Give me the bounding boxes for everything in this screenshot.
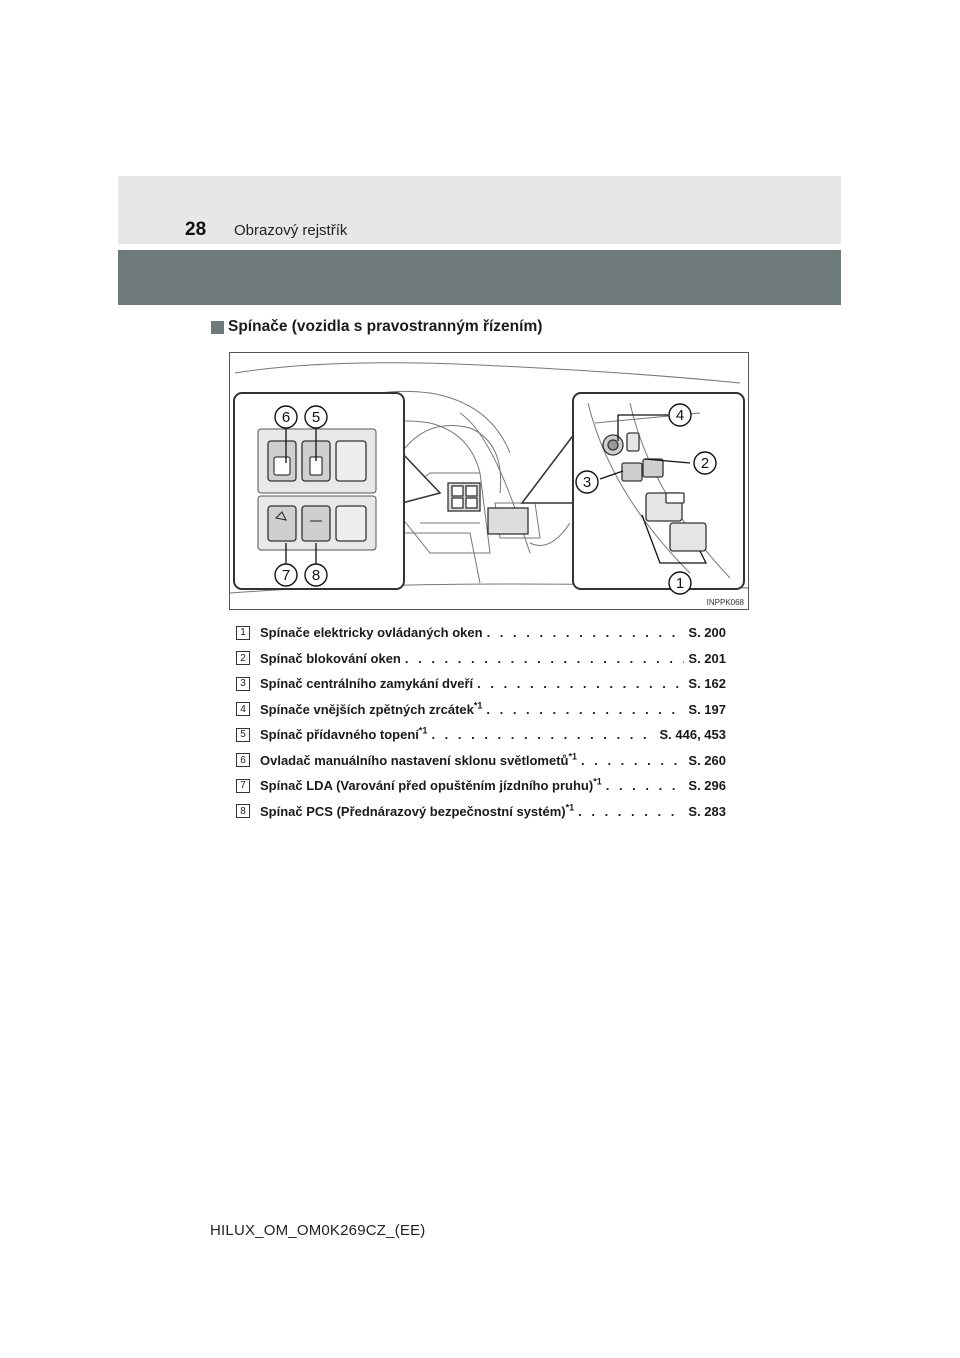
item-label bbox=[260, 753, 577, 768]
callout-6: 6 bbox=[281, 409, 291, 426]
list-item bbox=[236, 671, 726, 697]
item-number: 3 bbox=[236, 677, 250, 691]
item-label: Spínač blokování oken bbox=[260, 650, 401, 666]
item-page-ref: S. 446, 453 bbox=[659, 727, 726, 743]
leader-dots bbox=[405, 651, 685, 666]
header-bar bbox=[118, 176, 841, 244]
item-label-text: Spínač přídavného topení bbox=[260, 727, 419, 743]
item-label-text: Ovladač manuálního nastavení sklonu světlometů bbox=[260, 752, 569, 768]
list-item bbox=[236, 722, 726, 748]
document-code: HILUX_OM_OM0K269CZ_(EE) bbox=[210, 1222, 426, 1239]
item-number: 1 bbox=[236, 626, 250, 640]
leader-dots bbox=[477, 676, 684, 691]
item-page-ref: S. 201 bbox=[688, 650, 726, 666]
callout-4: 4 bbox=[675, 407, 685, 424]
list-item bbox=[236, 697, 726, 723]
item-label-text: Spínač LDA (Varování před opuštěním jízdního pruhu) bbox=[260, 778, 594, 794]
figure-code: INPPK068 bbox=[706, 598, 744, 607]
item-number: 8 bbox=[236, 804, 250, 818]
callout-5: 5 bbox=[311, 409, 321, 426]
callout-3: 3 bbox=[582, 474, 592, 491]
list-item bbox=[236, 646, 726, 672]
footnote-mark: *1 bbox=[565, 802, 575, 813]
list-item bbox=[236, 773, 726, 799]
item-number: 7 bbox=[236, 779, 250, 793]
leader-dots bbox=[578, 804, 684, 819]
callout-7: 7 bbox=[281, 567, 291, 584]
page-number: 28 bbox=[185, 219, 207, 240]
item-page-ref: S. 197 bbox=[688, 701, 726, 717]
section-title: Obrazový rejstřík bbox=[234, 222, 348, 239]
leader-dots bbox=[486, 702, 684, 717]
item-label: Spínače elektricky ovládaných oken bbox=[260, 625, 483, 641]
callout-8: 8 bbox=[311, 567, 321, 584]
item-number: 4 bbox=[236, 702, 250, 716]
switches-illustration bbox=[229, 352, 749, 610]
item-label bbox=[260, 702, 482, 717]
sub-heading-text: Spínače (vozidla s pravostranným řízením) bbox=[228, 318, 543, 335]
list-item bbox=[236, 799, 726, 825]
list-item bbox=[236, 620, 726, 646]
item-number: 2 bbox=[236, 651, 250, 665]
leader-dots bbox=[606, 778, 685, 793]
footnote-mark: *1 bbox=[473, 700, 483, 711]
item-label bbox=[260, 778, 602, 793]
item-page-ref: S. 283 bbox=[688, 803, 726, 819]
callout-2: 2 bbox=[700, 455, 710, 472]
callout-1: 1 bbox=[675, 575, 685, 592]
leader-dots bbox=[581, 753, 684, 768]
item-page-ref: S. 162 bbox=[688, 676, 726, 692]
item-page-ref: S. 260 bbox=[688, 752, 726, 768]
item-number: 6 bbox=[236, 753, 250, 767]
item-page-ref: S. 296 bbox=[688, 778, 726, 794]
item-label: Spínač centrálního zamykání dveří bbox=[260, 676, 474, 692]
leader-dots bbox=[487, 625, 685, 640]
item-label bbox=[260, 804, 574, 819]
dashboard-drawing bbox=[230, 353, 748, 609]
heading-square-icon bbox=[211, 321, 224, 334]
item-label bbox=[260, 727, 427, 742]
item-label-text: Spínač PCS (Přednárazový bezpečnostní systém) bbox=[260, 803, 566, 819]
item-page-ref: S. 200 bbox=[688, 625, 726, 641]
footnote-mark: *1 bbox=[593, 776, 602, 787]
header-band bbox=[118, 250, 841, 305]
leader-dots bbox=[431, 727, 655, 742]
footnote-mark: *1 bbox=[418, 725, 428, 736]
switch-list bbox=[236, 620, 726, 824]
sub-heading bbox=[211, 318, 542, 336]
footnote-mark: *1 bbox=[568, 751, 577, 762]
list-item bbox=[236, 748, 726, 774]
item-label-text: Spínače vnějších zpětných zrcátek bbox=[260, 701, 474, 717]
item-number: 5 bbox=[236, 728, 250, 742]
